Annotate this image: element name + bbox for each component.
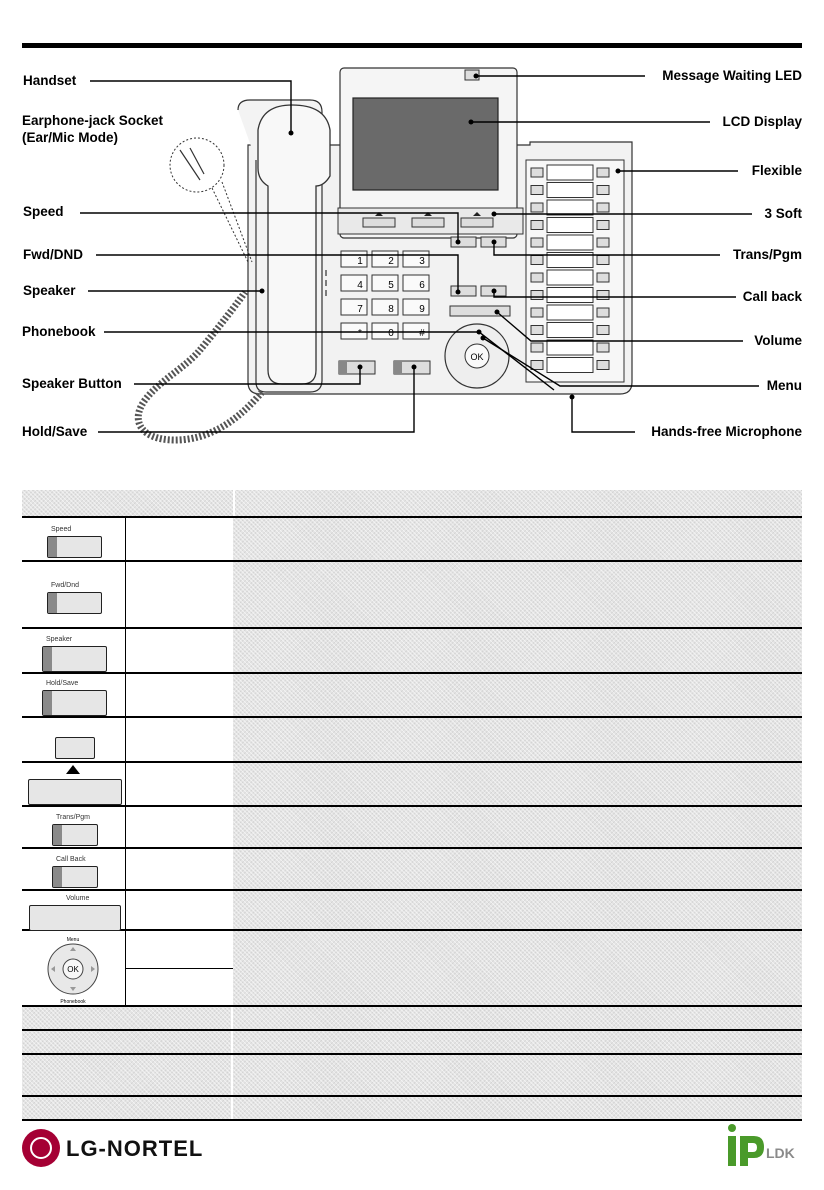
flexible-key — [597, 203, 609, 212]
description-cell — [233, 1097, 802, 1119]
name-cell — [22, 1031, 231, 1053]
name-cell — [125, 718, 234, 761]
icon-cell — [22, 562, 126, 627]
dial-key — [403, 323, 429, 339]
speed-button-icon — [47, 536, 102, 558]
icon-cell — [22, 849, 126, 889]
flexible-key — [531, 168, 543, 177]
dial-key-label: 3 — [419, 256, 425, 267]
flexible-key — [531, 186, 543, 195]
ok-text: OK — [470, 352, 484, 362]
flexible-key-label-slot — [547, 358, 593, 373]
table-row — [22, 1097, 802, 1121]
dial-key — [403, 275, 429, 291]
table-row — [22, 807, 802, 849]
flexible-key-label-slot — [547, 183, 593, 198]
callout-volume: Volume — [754, 333, 802, 348]
flexible-key — [531, 343, 543, 352]
callout-speed: Speed — [23, 204, 64, 219]
button-caption: Trans/Pgm — [56, 814, 90, 821]
flexible-key — [597, 343, 609, 352]
flexible-key-label-slot — [547, 340, 593, 355]
callout-speaker: Speaker — [23, 283, 76, 298]
table-row — [22, 562, 802, 629]
name-cell — [125, 849, 234, 889]
dial-key-label: 4 — [357, 280, 363, 291]
flexible-key — [531, 273, 543, 282]
nav-ok-label: OK — [67, 965, 79, 974]
callout-handset: Handset — [23, 73, 77, 88]
table-row — [22, 763, 802, 807]
soft-key-2 — [412, 218, 444, 227]
icon-cell — [22, 891, 126, 929]
flexible-key — [597, 308, 609, 317]
flexible-key-label-slot — [547, 323, 593, 338]
button-caption: Fwd/Dnd — [51, 582, 80, 589]
dial-key-label: 5 — [388, 280, 394, 291]
button-caption: Speaker — [46, 636, 73, 643]
flexible-key — [597, 256, 609, 265]
button-caption: Hold/Save — [46, 680, 79, 687]
dial-key — [341, 275, 367, 291]
callout-hold-save: Hold/Save — [22, 424, 88, 439]
dial-key-label: 6 — [419, 280, 425, 291]
soft-key-3 — [461, 218, 493, 227]
flexible-key-label-slot — [547, 288, 593, 303]
dial-key-label: 0 — [388, 328, 394, 339]
up-arrow-icon — [66, 765, 80, 774]
dial-key — [372, 251, 398, 267]
name-cell — [125, 674, 234, 716]
name-cell — [22, 1055, 231, 1095]
flexible-key — [531, 238, 543, 247]
callout-three-soft: 3 Soft — [764, 206, 802, 221]
table-row — [22, 718, 802, 763]
dial-key-label: 2 — [388, 256, 394, 267]
description-cell — [233, 718, 802, 761]
dial-key — [341, 251, 367, 267]
flexible-key — [597, 238, 609, 247]
lg-nortel-text: LG-NORTEL — [66, 1136, 204, 1161]
callout-menu: Menu — [766, 378, 802, 393]
flexible-button-icon — [55, 737, 95, 759]
callout-earphone-line1: Earphone-jack Socket — [22, 113, 164, 128]
name-cell — [125, 763, 234, 805]
description-cell — [233, 629, 802, 672]
earphone-jack-zoom — [170, 138, 224, 192]
flexible-key — [531, 256, 543, 265]
callout-phonebook: Phonebook — [22, 324, 96, 339]
flexible-key — [531, 203, 543, 212]
flexible-key — [597, 186, 609, 195]
table-row — [22, 891, 802, 931]
callout-lcd-display: LCD Display — [722, 114, 802, 129]
flexible-key — [531, 361, 543, 370]
trans-pgm-button-icon — [52, 824, 98, 846]
callout-fwd-dnd: Fwd/DND — [23, 247, 83, 262]
table-row — [22, 931, 802, 1007]
ipldk-logo — [722, 1120, 802, 1170]
icon-cell — [22, 629, 126, 672]
description-cell — [233, 931, 802, 1005]
table-row — [22, 1031, 802, 1055]
nav-menu-label: Menu — [66, 937, 80, 943]
dial-key-label: 9 — [419, 304, 425, 315]
icon-cell — [22, 718, 126, 761]
dial-key-label: 8 — [388, 304, 394, 315]
table-row — [22, 674, 802, 718]
flexible-key-label-slot — [547, 305, 593, 320]
flexible-key — [531, 221, 543, 230]
volume-button-icon — [29, 905, 121, 931]
description-cell — [233, 1007, 802, 1029]
table-row — [22, 518, 802, 562]
lg-circle-icon — [22, 1129, 60, 1167]
dial-key-label: 7 — [357, 304, 363, 315]
speaker-button-icon — [42, 646, 107, 672]
table-row — [22, 629, 802, 674]
name-cell — [125, 807, 234, 847]
call-back-button-icon — [52, 866, 98, 888]
flexible-key — [531, 291, 543, 300]
name-cell — [22, 1097, 231, 1119]
fwd-dnd-key — [451, 286, 476, 296]
hold-save-button-icon — [42, 690, 107, 716]
description-cell — [233, 1055, 802, 1095]
flexible-key — [597, 291, 609, 300]
description-cell — [233, 518, 802, 560]
button-caption: Speed — [51, 526, 72, 533]
callout-flexible: Flexible — [751, 163, 802, 178]
icon-cell — [22, 674, 126, 716]
flexible-key — [597, 361, 609, 370]
flexible-key-label-slot — [547, 200, 593, 215]
flexible-key — [597, 221, 609, 230]
soft-key-1 — [363, 218, 395, 227]
description-cell — [233, 1031, 802, 1053]
name-cell — [22, 1007, 231, 1029]
flexible-key-label-slot — [547, 165, 593, 180]
callout-earphone-line2: (Ear/Mic Mode) — [22, 130, 119, 145]
dial-key — [372, 275, 398, 291]
lcd-screen — [353, 98, 498, 190]
description-cell — [233, 674, 802, 716]
flexible-key-label-slot — [547, 218, 593, 233]
button-caption: Volume — [66, 895, 90, 902]
dial-key-label: 1 — [357, 256, 363, 267]
callout-call-back: Call back — [742, 289, 802, 304]
name-cell — [125, 891, 234, 929]
description-cell — [233, 807, 802, 847]
table-row — [22, 849, 802, 891]
flexible-key — [531, 326, 543, 335]
dial-key-label: * — [358, 328, 362, 339]
flexible-key — [597, 168, 609, 177]
dial-key — [403, 251, 429, 267]
name-cell — [125, 629, 234, 672]
flexible-key — [597, 326, 609, 335]
flexible-key — [531, 308, 543, 317]
table-header — [22, 490, 802, 518]
button-caption: Call Back — [56, 856, 86, 863]
flexible-key-label-slot — [547, 235, 593, 250]
svg-text:LDK: LDK — [766, 1145, 795, 1161]
callout-message-waiting-led: Message Waiting LED — [662, 68, 802, 83]
navigation-button-icon — [40, 933, 110, 1005]
soft-button-icon — [28, 779, 122, 805]
dial-key — [403, 299, 429, 315]
icon-cell — [22, 763, 126, 805]
lg-nortel-logo — [22, 1127, 242, 1169]
dial-key-label: # — [419, 328, 425, 339]
dial-key — [341, 323, 367, 339]
handset-cord — [138, 292, 262, 440]
flexible-key-label-slot — [547, 270, 593, 285]
flexible-key — [597, 273, 609, 282]
name-cell — [125, 518, 234, 560]
table-row — [22, 1055, 802, 1097]
callout-trans-pgm: Trans/Pgm — [732, 247, 802, 262]
dial-key — [372, 299, 398, 315]
nav-phonebook-label: Phonebook — [60, 999, 86, 1005]
table-row — [22, 1007, 802, 1031]
icon-cell — [22, 518, 126, 560]
description-cell — [233, 562, 802, 627]
name-cell — [125, 562, 234, 627]
dial-key — [341, 299, 367, 315]
description-cell — [233, 849, 802, 889]
description-cell — [233, 891, 802, 929]
speed-key — [451, 237, 476, 247]
dial-key — [372, 323, 398, 339]
icon-cell — [22, 807, 126, 847]
fwd-dnd-button-icon — [47, 592, 102, 614]
description-cell — [233, 763, 802, 805]
callout-speaker-button: Speaker Button — [22, 376, 122, 391]
callout-hands-free-microphone: Hands-free Microphone — [651, 424, 802, 439]
icon-cell — [22, 931, 126, 1005]
